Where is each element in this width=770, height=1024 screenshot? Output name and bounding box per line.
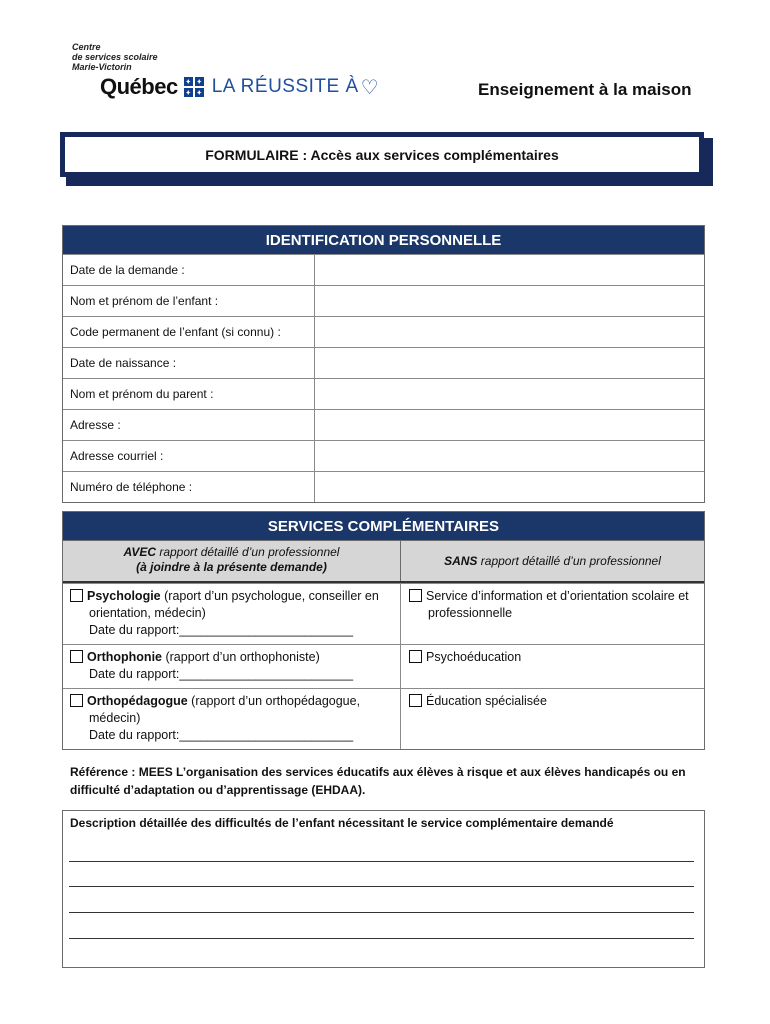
field-row xyxy=(63,347,704,378)
service-cell xyxy=(63,689,401,749)
fleur-de-lys-flag-icon xyxy=(184,77,204,97)
form-banner xyxy=(60,132,704,177)
services-subheader xyxy=(63,540,704,583)
field-label: Adresse courriel : xyxy=(63,441,315,471)
logo xyxy=(72,42,379,100)
field-row xyxy=(63,316,704,347)
page-title: Enseignement à la maison xyxy=(478,80,692,99)
identification-header: IDENTIFICATION PERSONNELLE xyxy=(63,226,704,254)
psychoeducation-checkbox[interactable] xyxy=(409,650,422,663)
report-date-line[interactable]: Date du rapport:_________________________ xyxy=(89,623,354,637)
slogan: LA RÉUSSITE À xyxy=(211,76,359,97)
education-specialisee-checkbox[interactable] xyxy=(409,694,422,707)
service-row xyxy=(63,688,704,749)
services-header: SERVICES COMPLÉMENTAIRES xyxy=(63,512,704,540)
org-name-line2: de services scolaire xyxy=(72,52,158,62)
field-label: Date de naissance : xyxy=(63,348,315,378)
orthophonie-checkbox[interactable] xyxy=(70,650,83,663)
service-detail: (rapport d’un orthophoniste) xyxy=(162,650,320,664)
service-cell xyxy=(401,689,704,749)
description-line[interactable] xyxy=(69,912,694,913)
field-row xyxy=(63,285,704,316)
without-label: SANS xyxy=(444,554,478,568)
field-row xyxy=(63,471,704,502)
description-line[interactable] xyxy=(69,886,694,887)
description-title: Description détaillée des difficultés de l’enfant nécessitant le service complémentaire demandé xyxy=(70,816,614,830)
without-report-header xyxy=(401,541,704,581)
service-name: Psychoéducation xyxy=(426,650,522,664)
field-label: Date de la demande : xyxy=(63,255,315,285)
field-row xyxy=(63,409,704,440)
with-report-header xyxy=(63,541,401,581)
service-cell xyxy=(63,645,401,688)
service-cell xyxy=(401,584,704,644)
org-name-line1: Centre xyxy=(72,42,101,52)
service-name: Psychologie xyxy=(87,589,161,603)
service-cell xyxy=(63,584,401,644)
service-detail: (raport d’un psychologue, conseiller en orientation, médecin) xyxy=(89,589,379,620)
with-text: rapport détaillé d’un professionnel xyxy=(156,545,340,559)
field-label: Numéro de téléphone : xyxy=(63,472,315,502)
field-label: Nom et prénom de l’enfant : xyxy=(63,286,315,316)
description-line[interactable] xyxy=(69,938,694,939)
quebec-wordmark: Québec xyxy=(100,74,178,99)
with-note: (à joindre à la présente demande) xyxy=(136,560,327,574)
org-name-line3: Marie-Victorin xyxy=(72,62,132,72)
nom-enfant-input[interactable] xyxy=(315,286,704,316)
form-title: FORMULAIRE : Accès aux services complémentaires xyxy=(64,136,700,173)
description-box xyxy=(62,810,705,968)
nom-parent-input[interactable] xyxy=(315,379,704,409)
without-text: rapport détaillé d’un professionnel xyxy=(477,554,661,568)
service-name: Service d’information et d’orientation scolaire et professionnelle xyxy=(426,589,689,620)
field-label: Nom et prénom du parent : xyxy=(63,379,315,409)
field-label: Adresse : xyxy=(63,410,315,440)
date-naissance-input[interactable] xyxy=(315,348,704,378)
service-row xyxy=(63,583,704,644)
report-date-line[interactable]: Date du rapport:_________________________ xyxy=(89,728,354,742)
code-permanent-input[interactable] xyxy=(315,317,704,347)
courriel-input[interactable] xyxy=(315,441,704,471)
reference-note: Référence : MEES L’organisation des services éducatifs aux élèves à risque et aux élèves handicapés ou en difficulté d’adaptation ou d’apprentissage (EHDAA). xyxy=(70,765,686,797)
report-date-line[interactable]: Date du rapport:_________________________ xyxy=(89,667,354,681)
orientation-checkbox[interactable] xyxy=(409,589,422,602)
field-row xyxy=(63,378,704,409)
telephone-input[interactable] xyxy=(315,472,704,502)
psychologie-checkbox[interactable] xyxy=(70,589,83,602)
service-name: Orthophonie xyxy=(87,650,162,664)
identification-table xyxy=(62,225,705,503)
service-cell xyxy=(401,645,704,688)
field-row xyxy=(63,440,704,471)
field-label: Code permanent de l’enfant (si connu) : xyxy=(63,317,315,347)
with-label: AVEC xyxy=(123,545,156,559)
field-row xyxy=(63,254,704,285)
heart-icon: ♡ xyxy=(360,76,379,99)
adresse-input[interactable] xyxy=(315,410,704,440)
service-row xyxy=(63,644,704,688)
description-line[interactable] xyxy=(69,861,694,862)
services-table xyxy=(62,511,705,750)
service-name: Orthopédagogue xyxy=(87,694,188,708)
date-demande-input[interactable] xyxy=(315,255,704,285)
orthopedagogue-checkbox[interactable] xyxy=(70,694,83,707)
service-detail: (rapport d’un orthopédagogue, médecin) xyxy=(89,694,361,725)
service-name: Éducation spécialisée xyxy=(426,694,547,708)
